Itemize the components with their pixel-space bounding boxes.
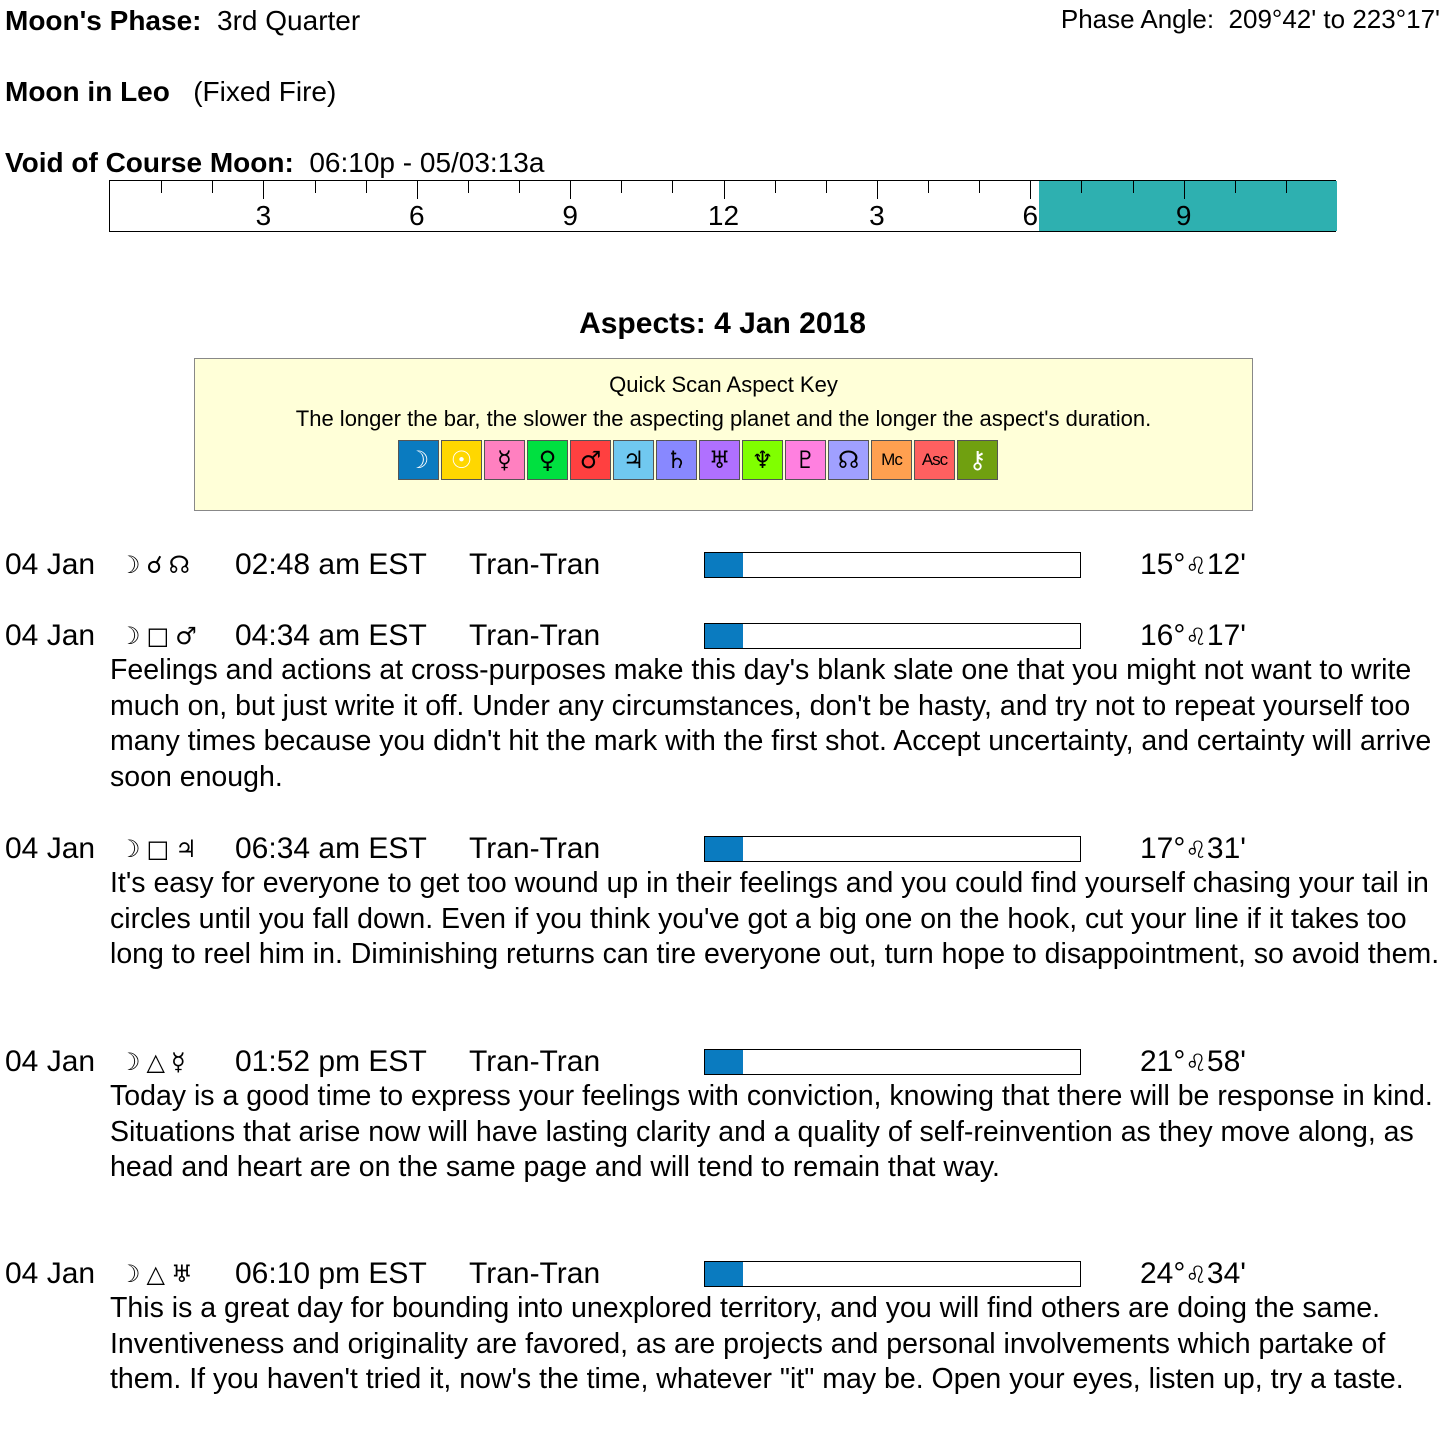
voc-tick [979, 181, 980, 193]
aspect-date: 04 Jan [5, 1257, 96, 1290]
voc-tick [366, 181, 367, 193]
aspect-position-degree: 21° [1140, 1045, 1186, 1078]
voc-hour-label: 3 [869, 200, 885, 231]
voc-tick [672, 181, 673, 193]
aspect-glyphs: ☽□♃ [119, 835, 203, 863]
aspect-position-minute: 31' [1206, 832, 1246, 865]
aspect-position-minute: 12' [1206, 548, 1246, 581]
leo-icon: ♌ [1185, 623, 1207, 651]
aspect-duration-fill [705, 553, 743, 577]
aspect-position-degree: 16° [1140, 619, 1186, 652]
aspect-type: Tran-Tran [469, 1257, 601, 1290]
voc-hour-label: 6 [1022, 200, 1039, 231]
aspect-key-cell: ♄ [656, 440, 697, 480]
aspect-type: Tran-Tran [469, 832, 601, 865]
voc-tick [1235, 181, 1236, 193]
aspect-key [194, 358, 1253, 511]
aspect-duration-bar [704, 836, 1081, 862]
aspect-key-legend [398, 440, 1000, 480]
aspect-key-cell: ♇ [785, 440, 826, 480]
aspect-key-cell: ☿ [484, 440, 525, 480]
aspect-type: Tran-Tran [469, 619, 601, 652]
aspect-key-cell: ♃ [613, 440, 654, 480]
voc-tick [1030, 181, 1031, 199]
void-of-course [5, 147, 544, 179]
aspect-time: 02:48 am EST [235, 548, 427, 581]
aspect-key-cell: ♂ [570, 440, 611, 480]
voc-hour-label: 9 [1175, 200, 1192, 231]
voc-hour-label: 6 [408, 200, 425, 231]
aspect-position-degree: 17° [1140, 832, 1186, 865]
aspect-date: 04 Jan [5, 619, 96, 652]
voc-tick [417, 181, 418, 199]
aspect-position-minute: 34' [1206, 1257, 1246, 1290]
moon-phase-label: Moon's Phase: [5, 5, 202, 36]
aspect-time: 06:10 pm EST [235, 1257, 427, 1290]
aspect-glyphs: ☽☌☊ [119, 551, 196, 579]
aspect-duration-fill [705, 1262, 743, 1286]
voc-tick [1081, 181, 1082, 193]
voc-tick [263, 181, 264, 199]
aspect-key-cell: ♀ [527, 440, 568, 480]
phase-angle [1061, 4, 1440, 34]
aspect-key-cell: ☽ [398, 440, 439, 480]
aspect-position [1140, 619, 1246, 654]
aspect-key-description: The longer the bar, the slower the aspecting planet and the longer the aspect's duration. [295, 406, 1152, 431]
aspect-duration-fill [705, 624, 743, 648]
voc-value: 06:10p - 05/03:13a [309, 147, 545, 178]
aspect-position-minute: 17' [1206, 619, 1246, 652]
aspect-duration-fill [705, 1050, 743, 1074]
voc-tick [212, 181, 213, 193]
aspect-position [1140, 1045, 1246, 1080]
aspect-position [1140, 548, 1246, 583]
aspect-key-cell: ♆ [742, 440, 783, 480]
voc-tick [468, 181, 469, 193]
voc-tick [928, 181, 929, 193]
voc-tick [315, 181, 316, 193]
aspect-position [1140, 1257, 1246, 1292]
voc-timeline [109, 180, 1336, 232]
aspect-duration-bar [704, 1049, 1081, 1075]
leo-icon: ♌ [1185, 1261, 1207, 1289]
aspect-time: 06:34 am EST [235, 832, 427, 865]
voc-hour-label: 12 [707, 200, 740, 231]
aspect-interpretation: It's easy for everyone to get too wound up in their feelings and you could find yourself chasing your tail in circles until you fall down. Even if you think you've got a big one on the hook, cut your line if it takes too long to reel him in. Diminishing returns can tire everyone out, turn hope to disappointment, so avoid them. [110, 867, 1440, 970]
aspect-key-cell: Asc [914, 440, 955, 480]
voc-tick [570, 181, 571, 199]
aspect-key-title: Quick Scan Aspect Key [609, 372, 838, 397]
aspect-key-cell: ☊ [828, 440, 869, 480]
voc-tick [775, 181, 776, 193]
voc-tick [1133, 181, 1134, 193]
moon-sign-value: (Fixed Fire) [193, 76, 337, 107]
voc-tick [621, 181, 622, 193]
aspect-key-cell: ♅ [699, 440, 740, 480]
aspect-position-minute: 58' [1206, 1045, 1246, 1078]
aspect-interpretation: This is a great day for bounding into unexplored territory, and you will find others are doing the same. Inventiveness and originality are favored, as are projects and personal involvements which partake of them. If you haven't tried it, now's the time, whatever "it" may be. Open your eyes, listen up, try a taste. [110, 1292, 1404, 1395]
voc-tick [826, 181, 827, 193]
aspect-type: Tran-Tran [469, 548, 601, 581]
aspect-interpretation: Feelings and actions at cross-purposes make this day's blank slate one that you might not want to write much on, but just write it off. Under any circumstances, don't be hasty, and try not to repeat yourself too many times because you didn't hit the mark with the first shot. Accept uncertainty, and certainty will arrive soon enough. [110, 654, 1432, 793]
voc-tick [877, 181, 878, 199]
aspect-time: 01:52 pm EST [235, 1045, 427, 1078]
leo-icon: ♌ [1185, 552, 1207, 580]
aspect-glyphs: ☽△☿ [119, 1048, 192, 1076]
aspect-date: 04 Jan [5, 548, 96, 581]
aspects-title: Aspects: 4 Jan 2018 [579, 307, 866, 340]
leo-icon: ♌ [1185, 1049, 1207, 1077]
aspect-glyphs: ☽△♅ [119, 1260, 199, 1288]
aspect-position-degree: 24° [1140, 1257, 1186, 1290]
phase-angle-label: Phase Angle: [1060, 4, 1215, 34]
voc-tick [1184, 181, 1185, 199]
aspect-date: 04 Jan [5, 1045, 96, 1078]
aspect-duration-bar [704, 623, 1081, 649]
moon-sign [5, 76, 336, 108]
aspect-date: 04 Jan [5, 832, 96, 865]
aspect-key-cell: Mc [871, 440, 912, 480]
voc-tick [519, 181, 520, 193]
aspect-type: Tran-Tran [469, 1045, 601, 1078]
voc-tick [161, 181, 162, 193]
aspect-key-cell: ☉ [441, 440, 482, 480]
aspect-position-degree: 15° [1140, 548, 1186, 581]
aspect-duration-fill [705, 837, 743, 861]
aspect-key-cell: ⚷ [957, 440, 998, 480]
leo-icon: ♌ [1185, 836, 1207, 864]
moon-phase-value: 3rd Quarter [217, 5, 361, 36]
phase-angle-value: 209°42' to 223°17' [1228, 4, 1440, 34]
moon-sign-label: Moon in Leo [5, 76, 170, 107]
aspect-duration-bar [704, 1261, 1081, 1287]
aspect-interpretation: Today is a good time to express your feelings with conviction, knowing that there will be response in kind. Situations that arise now will have lasting clarity and a quality of self-reinvention as they move along, as head and heart are on the same page and will tend to remain that way. [110, 1080, 1433, 1183]
aspect-glyphs: ☽□♂ [119, 622, 203, 650]
voc-label: Void of Course Moon: [5, 147, 294, 178]
voc-tick [724, 181, 725, 199]
aspect-position [1140, 832, 1246, 867]
voc-tick [1286, 181, 1287, 193]
voc-hour-label: 3 [255, 200, 272, 231]
moon-phase [5, 5, 360, 37]
aspect-duration-bar [704, 552, 1081, 578]
aspect-time: 04:34 am EST [235, 619, 427, 652]
voc-hour-label: 9 [562, 200, 578, 231]
